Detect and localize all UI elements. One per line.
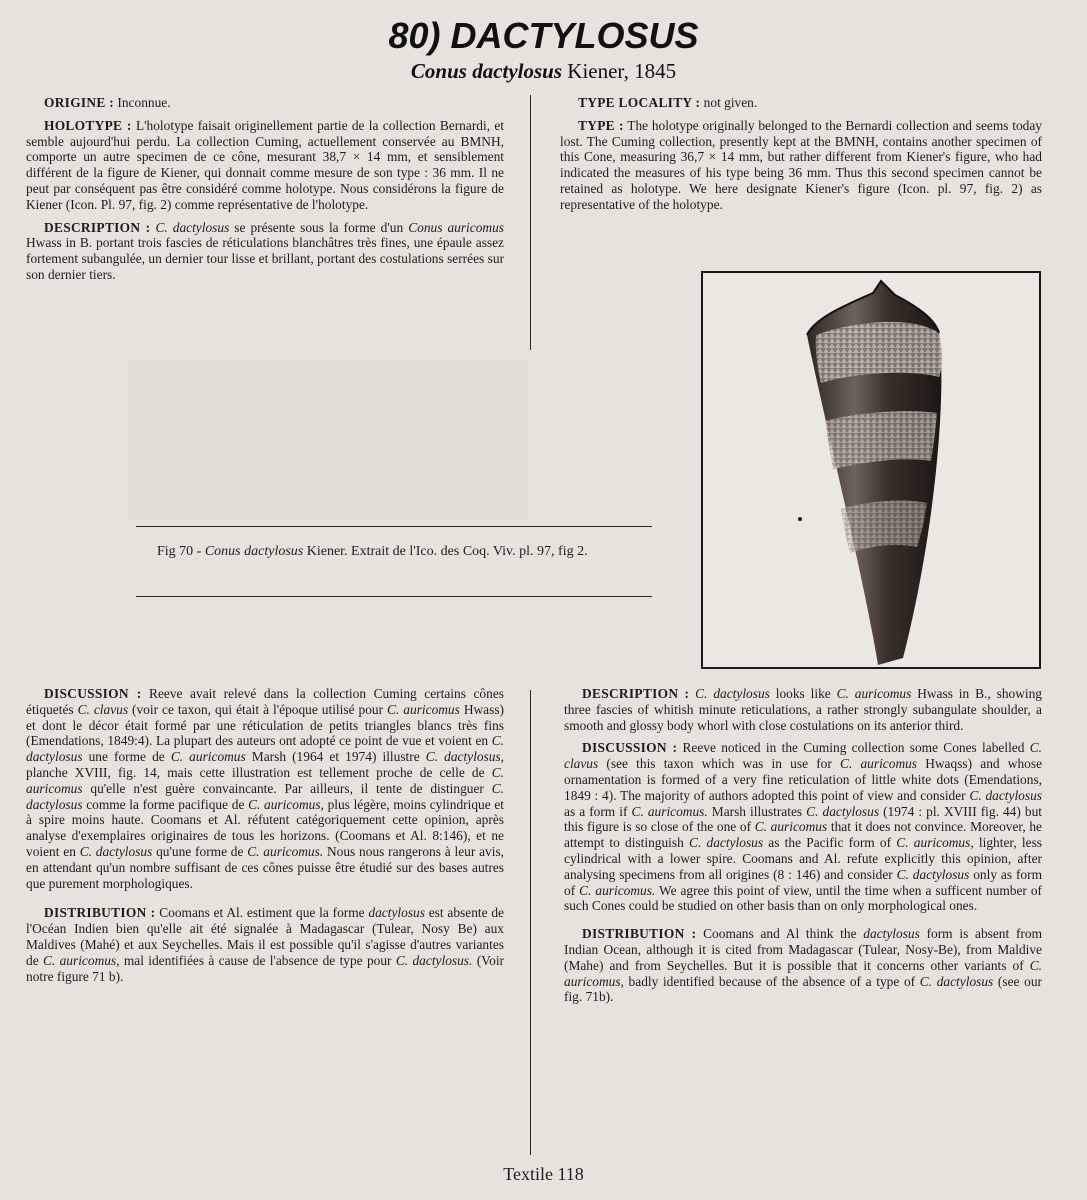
species-ref: C. auricomus [754,819,828,835]
figure-caption [157,543,657,560]
text-run: plus légère, moins cylindrique et à spire moins haute. Coomans et Al. réfutent catégoriquement cette opinion, après analyse d'exemplaires originaires de tous les horizons. (Coomans et Al. 8:146), et ne voient en [26,796,505,859]
caption-bottom-rule [136,596,652,597]
species-author: Kiener, 1845 [567,59,677,83]
english-bottom-column [564,686,1042,1012]
species-ref: C. auricomus, [564,957,1042,989]
text-run: Hwass in B. portant trois fascies de réticulations blanchâtres très fines, une épaule assez fortement subangulée, un dernier tour lisse et brillant, portant des costulations serrées sur son dernier tiers. [26,235,504,282]
discussion-en-paragraph [564,740,1042,914]
cone-shell-illustration [703,273,1039,667]
species-ref: C. dactylosus [26,733,504,765]
french-top-column [26,95,504,290]
species-ref: C. auricomus, [42,952,120,968]
caption-species: Conus dactylosus [204,544,304,559]
species-ref: C. dactylosus [79,843,153,859]
text-run: qu'elle n'est guère convaincante. Par ailleurs, il tente de distinguer [82,780,492,796]
text-run: qu'une forme de [152,843,248,859]
text-run: (Voir notre figure 71 b). [26,952,504,984]
species-ref: C. auricomus. [579,882,656,898]
text-run: lighter, less cylindrical with a lower spire. Coomans and Al. refute explicitly this opinion, after analysing specimens from all origines (8 : 146) and consider [564,835,1042,882]
text-run: badly identified because of the absence of a type of [623,973,920,989]
type-label: TYPE : [578,117,624,133]
species-ref: C. dactylosus [26,780,504,812]
holotype-text: L'holotype faisait originellement partie de la collection Bernardi, et semble aujourd'hui perdu. La collection Cuming, actuellement conservée au BMNH, comporte un autre specimen de ce cône, mesurant 38,7 × 14 mm, et sensiblement différent de la figure de Kiener, qui donnait comme mesure de son type : 36 mm. Il ne peut par conséquent pas être considéré comme holotype. Nous considérons la figure de Kiener (Icon. Pl. 97, fig. 2) comme représentative de l'holotype. [26,117,504,212]
species-ref: C. dactylosus [969,787,1042,803]
text-run: Hwaqss) and whose ornamentation is formed of a very fine reticulation of little white dots (Emendations, 1849 : 4). The majority of authors adopted this point of view and consider [564,756,1043,803]
text-run: form is absent from Indian Ocean, although it is cited from Madagascar (Tulear, Nosy-Be), from Maldive (Mahe) and from Seychelles. But it is possible that it concerns other variants of [564,926,1042,973]
holotype-label: HOLOTYPE : [44,117,132,133]
description-en-paragraph [564,686,1042,733]
caption-top-rule [136,526,652,527]
text-run: (voir ce taxon, qui était à l'époque utilisé pour [128,701,388,717]
text-run: une forme de [82,749,171,765]
species-ref: C. clavus [77,701,129,717]
species-ref: C. dactylosus [689,835,764,851]
distribution-en-label: DISTRIBUTION : [582,926,697,942]
text-run: Hwass) et dont le décor était formé par une réticulation de petits triangles blancs très fins (Emendations, 1849:4). La plupart des auteurs ont adopté ce point de vue et voient en [26,701,504,749]
text-run: (see our fig. 71b). [564,973,1042,1005]
text-run: Marsh (1964 et 1974) illustre [245,749,426,765]
text-run: as the Pacific form of [763,835,897,851]
species-ref: C. dactylosus [896,866,970,882]
discussion-en-label: DISCUSSION : [582,740,678,756]
text-run: Marsh illustrates [707,803,807,819]
type-locality-paragraph [578,95,1042,111]
text-run: only as form of [564,866,1042,898]
distribution-fr-paragraph [26,905,504,984]
column-divider-top [530,95,531,350]
text-run: Reeve avait relevé dans la collection Cuming certains cônes étiquetés [26,686,504,717]
bleed-through-shadow [128,360,528,520]
species-subtitle [0,59,1087,83]
text-run: Coomans and Al think the [696,926,864,942]
species-ref: C. dactylosus, [425,749,505,765]
distribution-fr-label: DISTRIBUTION : [44,905,156,921]
species-ref: C. dactylosus [806,803,880,819]
discussion-fr-label: DISCUSSION : [44,686,142,701]
discussion-fr-paragraph [26,686,504,891]
type-locality-text: not given. [703,95,758,110]
text-run: Reeve noticed in the Cuming collection some Cones labelled [677,740,1030,756]
text-run: (1974 : pl. XVIII fig. 44) but this figure is so close of the one of [564,803,1042,835]
type-locality-label: TYPE LOCALITY : [578,95,701,110]
distribution-en-paragraph [564,926,1042,1005]
english-top-column [560,95,1042,220]
species-ref: C. auricomus. [631,803,708,819]
caption-prefix: Fig 70 - [157,544,205,559]
origine-text: Inconnue. [117,95,171,110]
species-ref: Conus auricomus [408,219,504,235]
species-ref: dactylosus [368,905,425,921]
holotype-paragraph [26,118,504,213]
text-run: est absente de l'Océan Indien bien qu'elle ait été signalée à Madagascar (Tulear, Nosy Be) aux Maldives (Mahé) et aux Seychelles. Mais il est possible qu'il s'agisse d'autres variantes de [26,905,504,968]
species-ref: C. auricomus [26,764,504,796]
text-run: comme la forme pacifique de [82,796,249,812]
species-ref: C. dactylosus [919,973,994,989]
origine-label: ORIGINE : [44,95,115,110]
species-ref: C. auricomus, [896,835,974,851]
page-title: 80) DACTYLOSUS [388,15,699,56]
species-ref: C. auricomus, [248,796,324,812]
species-ref: C. dactylosus. [395,952,473,968]
text-run: mal identifiées à cause de l'absence de type pour [119,952,396,968]
text-run: se présente sous la forme d'un [229,219,409,235]
type-paragraph [560,118,1042,213]
description-fr-paragraph [26,220,504,283]
text-run: (see this taxon which was in use for [598,756,841,772]
species-ref: C. auricomus [836,686,912,701]
origine-paragraph [44,95,504,111]
species-ref: dactylosus [863,926,920,942]
species-name: Conus dactylosus [410,59,563,83]
species-ref: C. auricomus [387,701,460,717]
species-ref: C. dactylosus [155,219,230,235]
species-ref: C. dactylosus [695,686,770,701]
caption-text: Kiener. Extrait de l'Ico. des Coq. Viv. pl. 97, fig 2. [303,544,588,559]
page-footer: Textile 118 [503,1164,584,1184]
shell-figure [701,271,1041,669]
type-text: The holotype originally belonged to the Bernardi collection and seems today lost. The Cuming collection, presently kept at the BMNH, contains another specimen of this Cone, measuring 36,7 × 14 mm, but rather different from Kiener's figure, who had indicated the measures of his type being 36 mm. Thus this second specimen cannot be retained as holotype. We here designate Kiener's figure (Icon. pl. 97, fig. 2) as representative of the holotype. [560,117,1042,212]
description-fr-label: DESCRIPTION : [44,219,151,235]
text-run: that it does not convince. Moreover, he attempt to distinguish [564,819,1042,851]
column-divider-bottom [530,690,531,1155]
text-run: Hwass in B., showing three fascies of whitish minute reticulations, a rather strongly subangulate shoulder, a smooth and glossy body whorl with close costulations on its anterior third. [564,686,1042,733]
species-ref: C. auricomus. [247,843,324,859]
species-ref: C. auricomus [840,756,918,772]
description-en-label: DESCRIPTION : [582,686,690,701]
french-bottom-column [26,686,504,991]
text-run: Coomans et Al. estiment que la forme [155,905,369,921]
text-run: planche XVIII, fig. 14, mais cette illustration est tellement proche de celle de [26,764,492,780]
species-ref: C. clavus [564,740,1042,772]
species-ref: C. auricomus [170,749,246,765]
text-run: as a form if [564,803,632,819]
text-run: Nous nous rangerons à leur avis, en attendant qu'un nombre suffisant de ces cônes puisse être étudié sur des bases autres que purement morphologiques. [26,843,505,891]
text-run: looks like [769,686,837,701]
text-run: We agree this point of view, until the time when a sufficent number of such Cones could be studied on other basis than on only morphological ones. [564,882,1042,914]
